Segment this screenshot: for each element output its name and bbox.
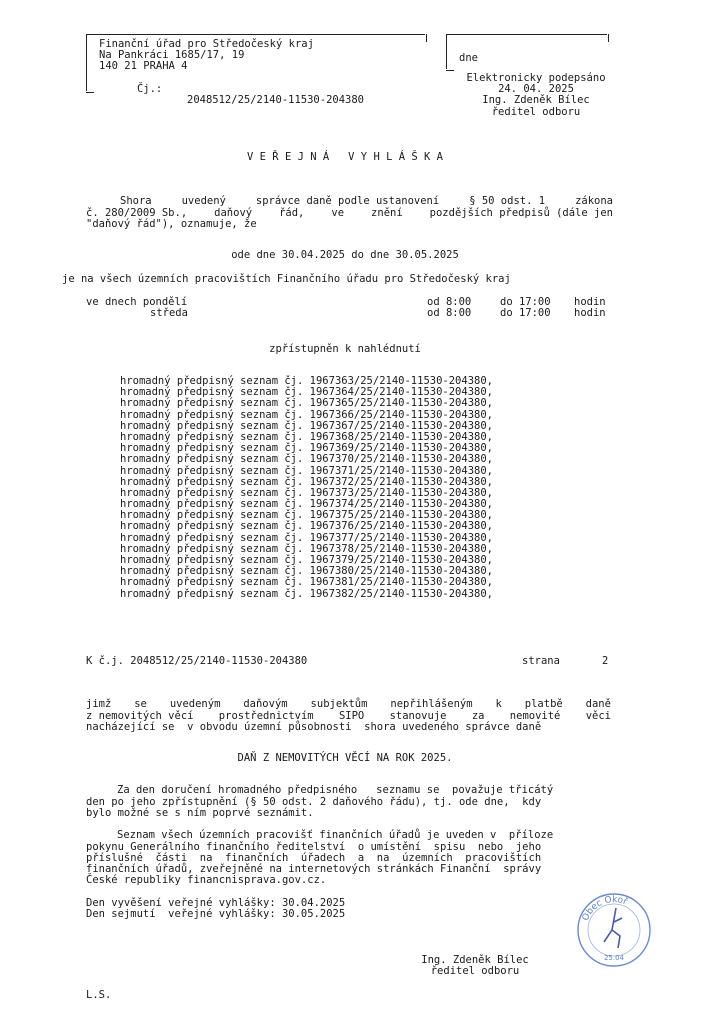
word: jimž [86, 698, 112, 710]
reference-number: 2048512/25/2140-11530-204380 [187, 94, 365, 107]
list-item-prefix: hromadný předpisný seznam čj. [120, 576, 304, 589]
list-item-prefix: hromadný předpisný seznam čj. [120, 475, 304, 488]
box-corner-mark [446, 70, 454, 72]
word: řád, [279, 207, 305, 219]
list-item-prefix: hromadný předpisný seznam čj. [120, 554, 304, 566]
para1-line-1: Za den doručení hromadného předpisného seznamu se považuje třicátý [117, 784, 554, 796]
word: stanovuje [389, 710, 447, 722]
para2-line-5: České republiky financnisprava.gov.cz. [86, 874, 327, 886]
list-item-prefix: hromadný předpisný seznam čj. [120, 375, 304, 387]
word: Shora [120, 195, 152, 207]
box-corner-mark [426, 34, 428, 42]
list-item-prefix: hromadný předpisný seznam čj. [120, 397, 304, 410]
list-item-prefix: hromadný předpisný seznam čj. [120, 565, 304, 578]
list-item-prefix: hromadný předpisný seznam čj. [120, 520, 304, 533]
para1-line-3: bylo možné se s ním poprvé seznámit. [86, 807, 314, 819]
word: zákona [575, 195, 613, 207]
list-item-number: 1967379/25/2140-11530-204380, [309, 554, 493, 566]
list-item-prefix: hromadný předpisný seznam čj. [120, 587, 304, 600]
list-item [120, 589, 493, 600]
word: správce daně podle ustanovení [255, 195, 440, 207]
sender-line: Na Pankráci 1685/17, 19 [99, 49, 245, 62]
posting-date: Den vyvěšení veřejné vyhlášky: 30.04.2025 [86, 897, 346, 909]
list-item-number: 1967367/25/2140-11530-204380, [309, 419, 493, 432]
list-item-prefix: hromadný předpisný seznam čj. [120, 531, 304, 544]
word: se [134, 698, 147, 710]
list-item-prefix: hromadný předpisný seznam čj. [120, 542, 304, 555]
word: daňovým [243, 698, 288, 710]
body-line-3: nacházející se v obvodu územní působnosti shora uvedeného správce daně [86, 721, 542, 733]
list-item-prefix: hromadný předpisný seznam čj. [120, 498, 304, 511]
list-item-prefix: hromadný předpisný seznam čj. [120, 486, 304, 499]
list-item-number: 1967377/25/2140-11530-204380, [309, 531, 493, 544]
date-label: dne [459, 52, 478, 64]
word: uvedený [181, 195, 226, 207]
location: je na všech územních pracovištích Finančního úřadu pro Středočeský kraj [62, 273, 511, 285]
day-label: středa [150, 307, 188, 319]
para2-line-1: Seznam všech územních pracovišť finančních úřadů je uveden v příloze [117, 829, 554, 841]
word: za [471, 710, 485, 722]
official-stamp [574, 890, 654, 970]
page-label: strana [522, 655, 560, 667]
tax-title: DAŇ Z NEMOVITÝCH VĚCÍ NA ROK 2025. [237, 752, 453, 764]
ls-mark: L.S. [86, 989, 112, 1001]
list-item-number: 1967378/25/2140-11530-204380, [309, 542, 493, 555]
list-item-number: 1967372/25/2140-11530-204380, [309, 475, 493, 488]
list-item-prefix: hromadný předpisný seznam čj. [120, 408, 304, 421]
word: nepřihlášeným [390, 698, 473, 710]
box-corner-mark [608, 34, 610, 42]
reference-number-row [99, 73, 365, 107]
stamp-emblem [604, 908, 622, 948]
list-item-prefix: hromadný předpisný seznam čj. [120, 386, 304, 399]
hours-to: do 17:00 [500, 296, 551, 308]
word: k [495, 698, 502, 710]
list-item-number: 1967366/25/2140-11530-204380, [309, 408, 493, 421]
list-item-number: 1967370/25/2140-11530-204380, [309, 453, 493, 466]
body-line-1 [86, 699, 611, 710]
word: znění [371, 207, 403, 219]
word: daně [585, 698, 611, 710]
period: ode dne 30.04.2025 do dne 30.05.2025 [231, 249, 459, 261]
sender-line: Finanční úřad pro Středočeský kraj [99, 38, 314, 50]
box-corner-mark [86, 92, 94, 94]
page-number: 2 [602, 655, 609, 667]
word: č. 280/2009 Sb., [86, 207, 188, 219]
day-label: ve dnech pondělí [86, 296, 188, 308]
list-item-number: 1967380/25/2140-11530-204380, [309, 565, 493, 578]
list-item-number: 1967365/25/2140-11530-204380, [309, 397, 493, 410]
electronic-signature [436, 73, 636, 118]
hours-from: od 8:00 [427, 296, 472, 308]
date-box [446, 34, 607, 69]
word: daňový [214, 207, 253, 219]
signature-role: ředitel odboru [430, 965, 520, 978]
para1-line-2: den po jeho zpřístupnění (§ 50 odst. 2 daňového řádu), tj. ode dne, kdy [86, 796, 542, 808]
bottom-signature [380, 955, 570, 977]
sender-line: 140 21 PRAHA 4 [99, 60, 188, 73]
stamp-text-bottom: 25.04 [603, 954, 625, 962]
sender-address [99, 38, 365, 107]
page-reference: K č.j. 2048512/25/2140-11530-204380 [86, 655, 308, 667]
word: z nemovitých věcí [86, 710, 194, 722]
list-item-prefix: hromadný předpisný seznam čj. [120, 453, 304, 466]
list-item-number: 1967373/25/2140-11530-204380, [309, 486, 493, 499]
word: uvedeným [169, 698, 221, 710]
intro-line-3: "daňový řád"), oznamuje, že [86, 218, 257, 230]
list-item-prefix: hromadný předpisný seznam čj. [120, 464, 304, 477]
signature-line: Elektronicky podepsáno [466, 72, 606, 84]
word: § 50 odst. 1 [469, 195, 546, 207]
list-item-number: 1967381/25/2140-11530-204380, [309, 576, 493, 589]
available-text: zpřístupněn k nahlédnutí [269, 343, 421, 355]
hours-from: od 8:00 [427, 307, 472, 319]
list-item-number: 1967371/25/2140-11530-204380, [309, 464, 493, 477]
tax-list [120, 376, 493, 600]
list-item-number: 1967368/25/2140-11530-204380, [309, 430, 493, 443]
hours-unit: hodin [574, 296, 606, 308]
document-title: V E Ř E J N Á V Y H L Á Š K A [247, 151, 443, 163]
list-item-prefix: hromadný předpisný seznam čj. [120, 430, 304, 443]
list-item-number: 1967382/25/2140-11530-204380, [309, 587, 493, 600]
sender-address-box [86, 34, 425, 107]
word: věci [585, 710, 611, 722]
signature-role: ředitel odboru [491, 105, 581, 118]
para2-line-3: příslušné části na finančních úřadech a na územních pracovištích [86, 852, 542, 864]
word: nemovité [509, 710, 561, 722]
word: platbě [524, 698, 563, 710]
word: SIPO [338, 710, 365, 722]
list-item-prefix: hromadný předpisný seznam čj. [120, 419, 304, 432]
list-item-number: 1967369/25/2140-11530-204380, [309, 442, 493, 455]
list-item-prefix: hromadný předpisný seznam čj. [120, 442, 304, 455]
list-item-number: 1967375/25/2140-11530-204380, [309, 509, 493, 522]
signature-name: Ing. Zdeněk Bílec [421, 954, 529, 966]
intro-line-1 [120, 196, 613, 207]
signature-name: Ing. Zdeněk Bílec [482, 94, 590, 107]
para2-line-4: finančních úřadů, zveřejněné na internetových stránkách Finanční správy [86, 863, 542, 875]
stamp-text-top: Obec Okoř [580, 894, 629, 923]
removal-date: Den sejmutí veřejné vyhlášky: 30.05.2025 [86, 908, 346, 920]
list-item-number: 1967376/25/2140-11530-204380, [309, 520, 493, 533]
word: subjektům [310, 698, 368, 710]
hours-to: do 17:00 [500, 307, 551, 319]
signature-date: 24. 04. 2025 [498, 83, 574, 96]
list-item-prefix: hromadný předpisný seznam čj. [120, 509, 304, 522]
list-item-number: 1967364/25/2140-11530-204380, [309, 386, 493, 399]
word: prostřednictvím [218, 710, 314, 722]
word: ve [331, 207, 345, 219]
list-item-number: 1967363/25/2140-11530-204380, [309, 375, 493, 387]
word: pozdějších předpisů (dále jen [429, 207, 613, 219]
list-item-number: 1967374/25/2140-11530-204380, [309, 498, 493, 511]
para2-line-2: pokynu Generálního finančního ředitelství o umístění spisu nebo jeho [86, 841, 542, 853]
reference-label: Čj.: [136, 82, 163, 95]
hours-unit: hodin [574, 307, 606, 319]
